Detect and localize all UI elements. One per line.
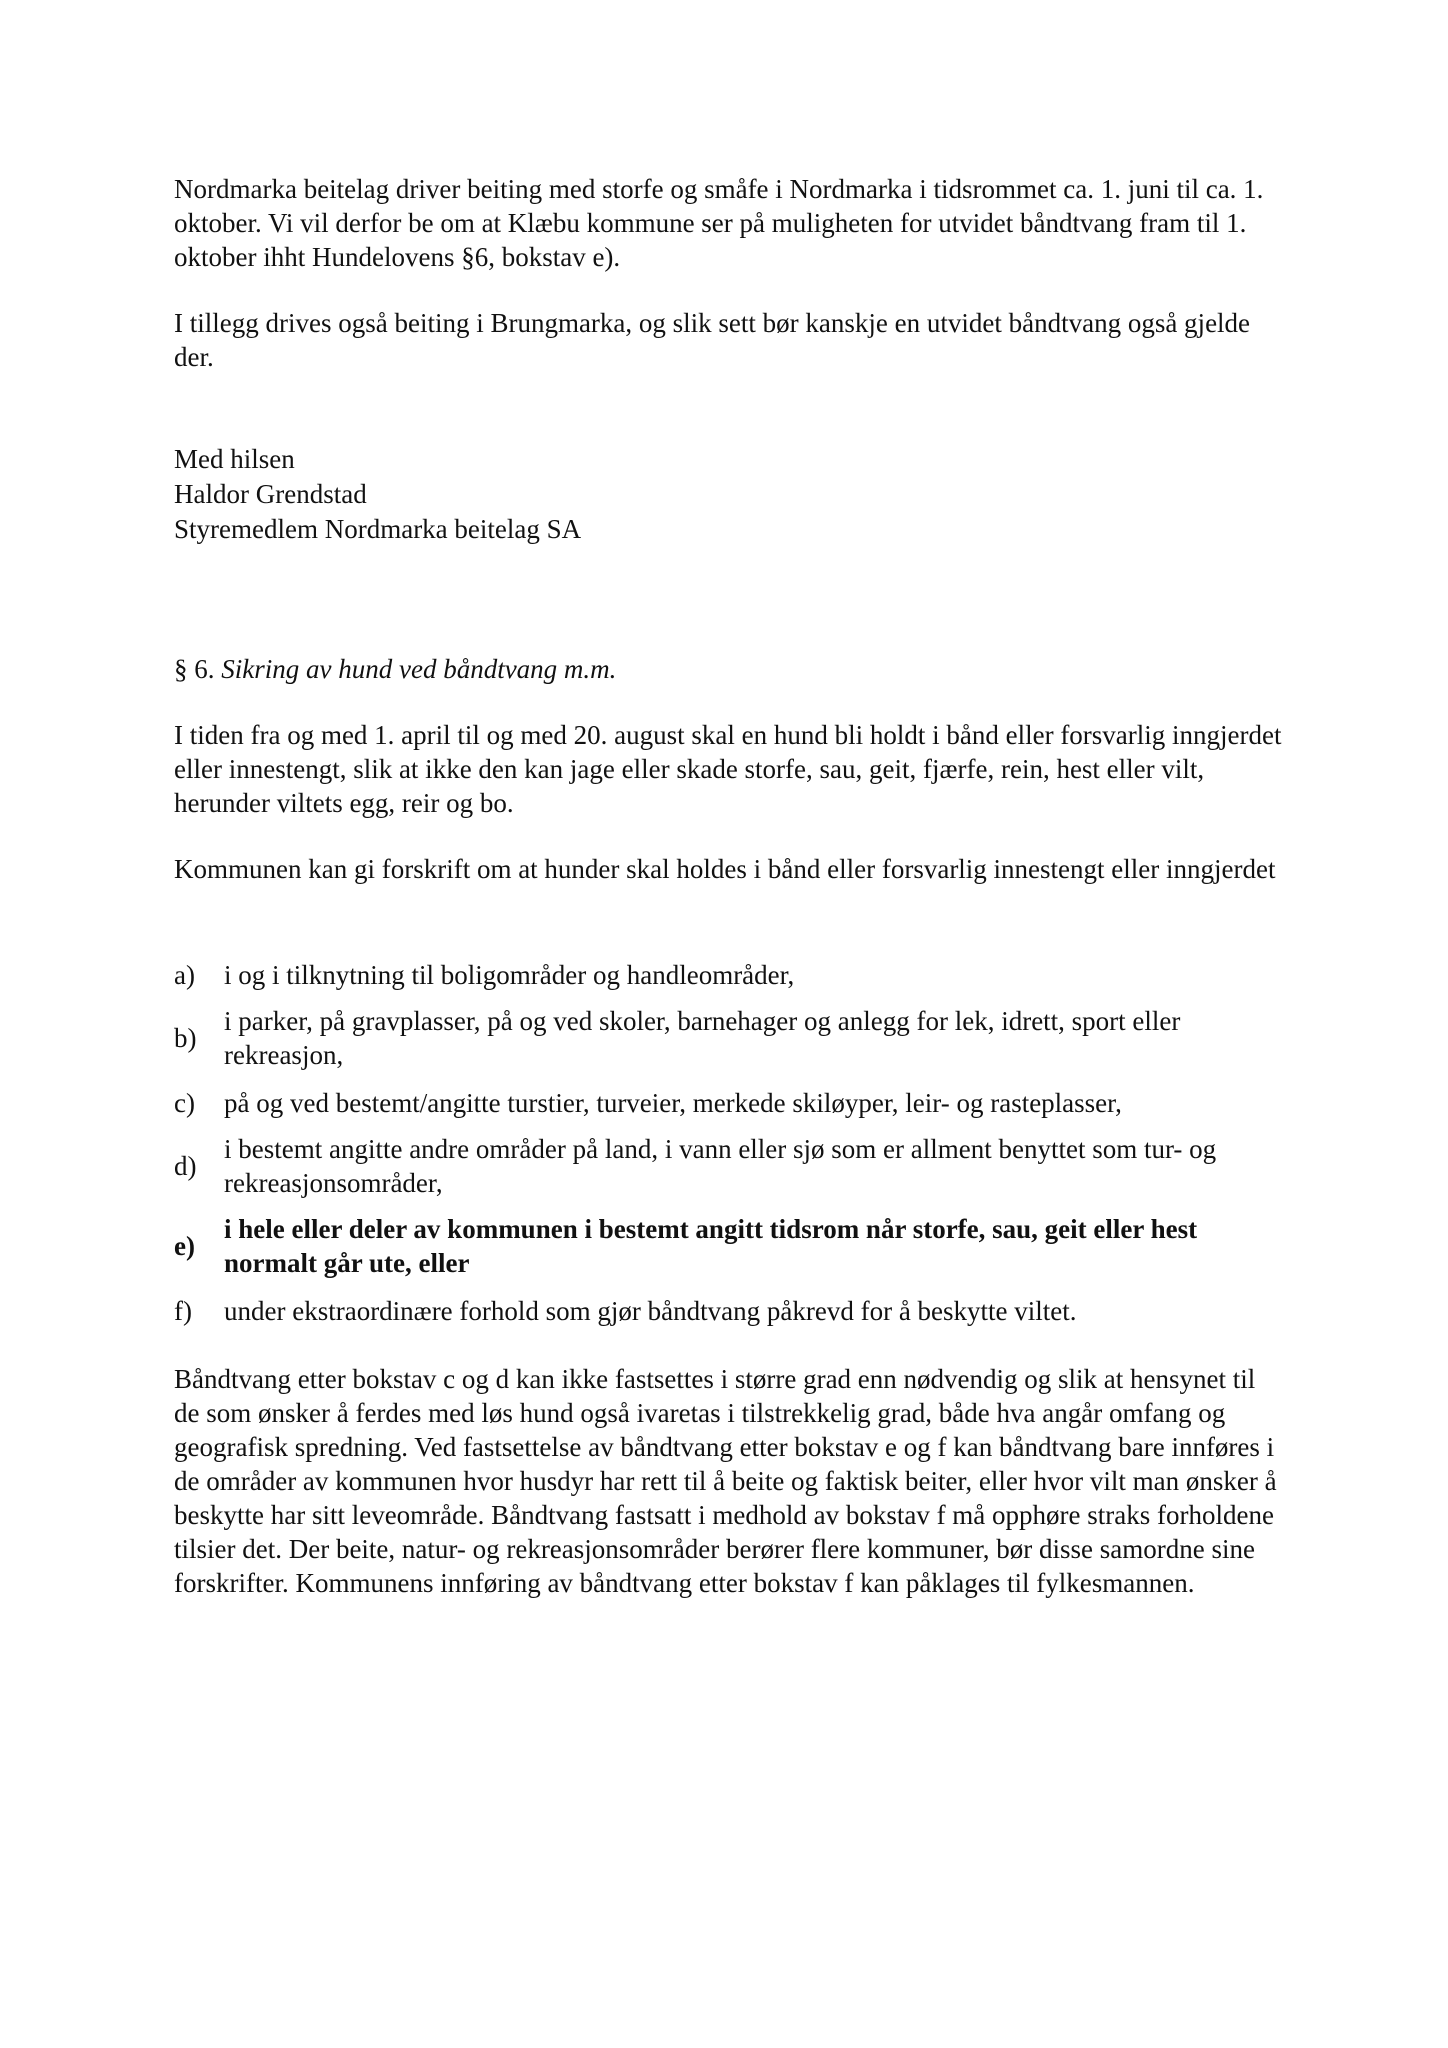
signer-name: Haldor Grendstad	[174, 479, 367, 509]
list-item-f: f) under ekstraordinære forhold som gjør båndtvang påkrevd for å beskytte viltet.	[174, 1296, 1077, 1326]
list-item-e: e) i hele eller deler av kommunen i bestemt angitt tidsrom når storfe, sau, geit eller hest normalt går ute, eller	[174, 1214, 1198, 1278]
signer-role: Styremedlem Nordmarka beitelag SA	[174, 514, 582, 544]
section-heading	[174, 652, 1284, 686]
list-item-a: a) i og i tilknytning til boligområder og handleområder,	[174, 960, 795, 990]
letter-paragraph-2: I tillegg drives også beiting i Brungmarka, og slik sett bør kanskje en utvidet båndtvang også gjelde der.	[174, 308, 1251, 372]
law-paragraph-1: I tiden fra og med 1. april til og med 20. august skal en hund bli holdt i bånd eller forsvarlig inngjerdet eller innestengt, slik at ikke den kan jage eller skade storfe, sau, geit, fjærfe, rein, hest eller vilt, herunder viltets egg, reir og bo.	[174, 720, 1282, 818]
law-paragraph-3: Båndtvang etter bokstav c og d kan ikke fastsettes i større grad enn nødvendig og slik at hensynet til de som ønsker å ferdes med løs hund også ivaretas i tilstrekkelig grad, både hva angår omfang og geografisk spredning. Ved fastsettelse av båndtvang etter bokstav e og f kan båndtvang bare innføres i de områder av kommunen hvor husdyr har rett til å beite og faktisk beiter, eller hvor vilt man ønsker å beskytte har sitt leveområde. Båndtvang fastsatt i medhold av bokstav f må opphøre straks forholdene tilsier det. Der beite, natur- og rekreasjonsområder berører flere kommuner, bør disse samordne sine forskrifter. Kommunens innføring av båndtvang etter bokstav f kan påklages til fylkesmannen.	[174, 1364, 1277, 1598]
list-item-d: d) i bestemt angitte andre områder på land, i vann eller sjø som er allment benyttet som tur- og rekreasjonsområder,	[174, 1134, 1217, 1198]
letter-paragraph-1: Nordmarka beitelag driver beiting med storfe og småfe i Nordmarka i tidsrommet ca. 1. juni til ca. 1. oktober. Vi vil derfor be om at Klæbu kommune ser på muligheten for utvidet båndtvang fram til 1. oktober ihht Hundelovens §6, bokstav e).	[174, 174, 1264, 272]
section-title: Sikring av hund ved båndtvang m.m.	[221, 654, 617, 684]
list-item-b: b) i parker, på gravplasser, på og ved skoler, barnehager og anlegg for lek, idrett, sport eller rekreasjon,	[174, 1006, 1181, 1070]
law-paragraph-2: Kommunen kan gi forskrift om at hunder skal holdes i bånd eller forsvarlig innestengt eller inngjerdet	[174, 854, 1276, 884]
signature-block	[174, 442, 1284, 547]
closing: Med hilsen	[174, 444, 295, 474]
section-number: § 6.	[174, 654, 215, 684]
list-item-c: c) på og ved bestemt/angitte turstier, turveier, merkede skiløyper, leir- og rasteplasser,	[174, 1088, 1122, 1118]
